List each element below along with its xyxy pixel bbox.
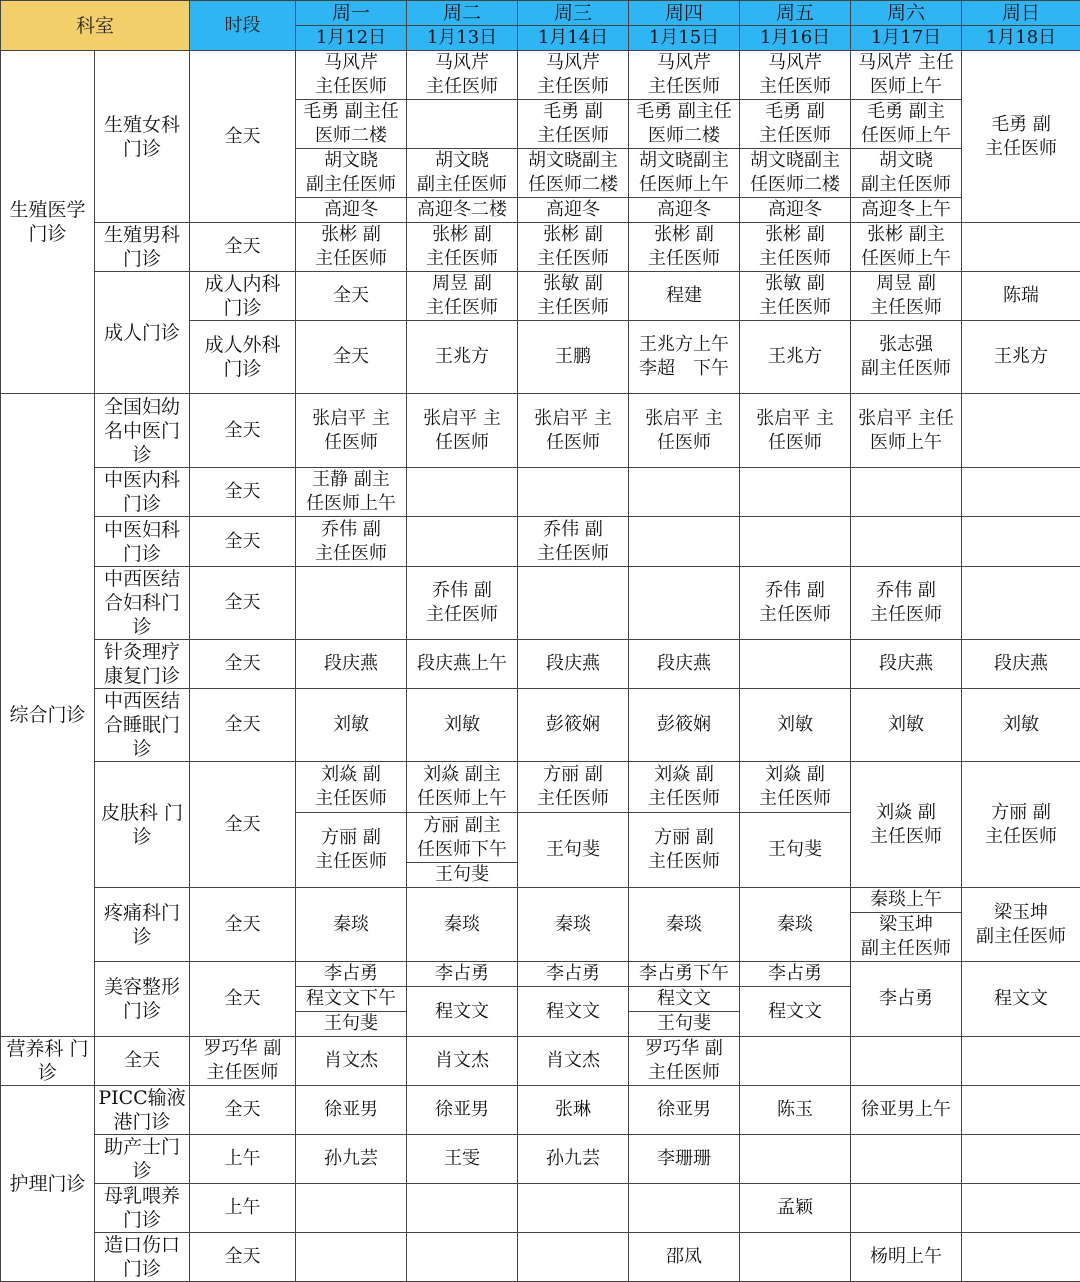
day-header: 周一: [296, 1, 407, 26]
schedule-cell: 王兆方: [740, 321, 851, 394]
schedule-cell: 秦琰: [740, 888, 851, 962]
schedule-cell: [740, 468, 851, 517]
schedule-cell: [962, 1086, 1080, 1135]
schedule-cell: 李占勇: [296, 962, 407, 987]
time-cell: 全天: [95, 1037, 190, 1086]
schedule-cell: 刘焱 副主 任医师上午: [407, 762, 518, 813]
dept-ostomy: 造口伤口 门诊: [95, 1233, 190, 1282]
time-cell: 全天: [190, 888, 296, 962]
schedule-cell: 秦琰上午: [851, 888, 962, 913]
schedule-cell: 程建: [629, 272, 740, 321]
schedule-cell: 毛勇 副 主任医师: [962, 51, 1080, 223]
time-cell: 全天: [190, 517, 296, 567]
schedule-cell: 张敏 副 主任医师: [518, 272, 629, 321]
time-cell: 全天: [190, 1086, 296, 1135]
schedule-cell: [407, 468, 518, 517]
time-cell: 全天: [190, 762, 296, 888]
dept-gyn-repro: 生殖女科 门诊: [95, 51, 190, 223]
schedule-cell: 秦琰: [407, 888, 518, 962]
schedule-cell: 胡文晓 副主任医师: [296, 149, 407, 198]
schedule-cell: [962, 394, 1080, 468]
schedule-cell: [518, 468, 629, 517]
schedule-cell: 周昱 副 主任医师: [407, 272, 518, 321]
date-header: 1月16日: [740, 26, 851, 51]
schedule-cell: 张彬 副 主任医师: [740, 223, 851, 272]
schedule-cell: 彭筱娴: [629, 689, 740, 762]
schedule-cell: 程文文: [518, 987, 629, 1037]
dept-tcm-famous: 全国妇幼 名中医门 诊: [95, 394, 190, 468]
schedule-cell: 乔伟 副 主任医师: [851, 567, 962, 640]
schedule-cell: 李占勇: [518, 962, 629, 987]
schedule-cell: 张启平 主 任医师: [518, 394, 629, 468]
schedule-cell: 罗巧华 副 主任医师: [629, 1037, 740, 1086]
schedule-cell: 程文文: [407, 987, 518, 1037]
dept-cosmetic: 美容整形 门诊: [95, 962, 190, 1037]
schedule-cell: 张琳: [518, 1086, 629, 1135]
day-header: 周二: [407, 1, 518, 26]
schedule-cell: 李占勇下午: [629, 962, 740, 987]
schedule-cell: 张启平 主 任医师: [407, 394, 518, 468]
schedule-cell: 程文文: [740, 987, 851, 1037]
schedule-cell: 孙九芸: [518, 1135, 629, 1184]
schedule-cell: 徐亚男: [296, 1086, 407, 1135]
date-header: 1月14日: [518, 26, 629, 51]
schedule-cell: 刘敏: [407, 689, 518, 762]
schedule-cell: 肖文杰: [407, 1037, 518, 1086]
schedule-cell: [407, 1233, 518, 1282]
schedule-cell: 秦琰: [518, 888, 629, 962]
schedule-cell: 高迎冬: [629, 198, 740, 223]
schedule-cell: 乔伟 副 主任医师: [407, 567, 518, 640]
schedule-cell: [518, 567, 629, 640]
schedule-cell: [962, 567, 1080, 640]
date-header: 1月13日: [407, 26, 518, 51]
schedule-cell: [962, 468, 1080, 517]
schedule-cell: 程文文下午: [296, 987, 407, 1012]
schedule-cell: 张启平 主 任医师: [740, 394, 851, 468]
dept-header: 科室: [1, 1, 190, 51]
dept-picc: PICC输液 港门诊: [95, 1086, 190, 1135]
schedule-cell: 刘敏: [962, 689, 1080, 762]
schedule-cell: [296, 1184, 407, 1233]
schedule-cell: 马风芹 主任医师: [296, 51, 407, 100]
schedule-cell: 毛勇 副 主任医师: [740, 100, 851, 149]
section-adult: 成人门诊: [95, 272, 190, 394]
schedule-cell: 梁玉坤 副主任医师: [851, 913, 962, 962]
schedule-cell: [851, 517, 962, 567]
schedule-cell: 程文文: [629, 987, 740, 1012]
schedule-cell: 高迎冬: [740, 198, 851, 223]
schedule-cell: 胡文晓 副主任医师: [851, 149, 962, 198]
schedule-cell: 刘焱 副 主任医师: [629, 762, 740, 813]
schedule-cell: 徐亚男上午: [851, 1086, 962, 1135]
time-cell: 全天: [190, 51, 296, 223]
schedule-cell: 马风芹 主任医师: [740, 51, 851, 100]
dept-acupuncture: 针灸理疗 康复门诊: [95, 640, 190, 689]
schedule-cell: 徐亚男: [629, 1086, 740, 1135]
dept-tcm-gyn: 中医妇科 门诊: [95, 517, 190, 567]
schedule-cell: 王兆方: [407, 321, 518, 394]
date-header: 1月15日: [629, 26, 740, 51]
schedule-cell: 刘敏: [740, 689, 851, 762]
schedule-cell: 乔伟 副 主任医师: [296, 517, 407, 567]
schedule-cell: [740, 1135, 851, 1184]
schedule-cell: [296, 567, 407, 640]
schedule-cell: 张彬 副 主任医师: [629, 223, 740, 272]
date-header: 1月12日: [296, 26, 407, 51]
time-cell: 全天: [190, 468, 296, 517]
section-nursing: 护理门诊: [1, 1086, 95, 1282]
schedule-cell: 高迎冬: [518, 198, 629, 223]
dept-midwife: 助产士门 诊: [95, 1135, 190, 1184]
schedule-cell: 王句斐: [407, 863, 518, 888]
schedule-cell: 王雯: [407, 1135, 518, 1184]
schedule-cell: 张启平 主 任医师: [629, 394, 740, 468]
schedule-cell: 段庆燕: [629, 640, 740, 689]
schedule-cell: [740, 640, 851, 689]
schedule-cell: 秦琰: [629, 888, 740, 962]
dept-nutrition: 营养科 门 诊: [1, 1037, 95, 1086]
schedule-cell: 徐亚男: [407, 1086, 518, 1135]
schedule-cell: [851, 1184, 962, 1233]
schedule-cell: 高迎冬: [296, 198, 407, 223]
schedule-cell: 毛勇 副主任 医师二楼: [629, 100, 740, 149]
schedule-cell: [407, 1184, 518, 1233]
schedule-cell: 胡文晓 副主任医师: [407, 149, 518, 198]
schedule-cell: 方丽 副 主任医师: [518, 762, 629, 813]
schedule-cell: 秦琰: [296, 888, 407, 962]
time-cell: 全天: [190, 394, 296, 468]
schedule-cell: [629, 517, 740, 567]
time-cell: 全天: [190, 1233, 296, 1282]
schedule-cell: [962, 1135, 1080, 1184]
schedule-cell: 王句斐: [629, 1012, 740, 1037]
date-header: 1月18日: [962, 26, 1080, 51]
day-header: 周四: [629, 1, 740, 26]
time-cell: 全天: [190, 567, 296, 640]
schedule-cell: 乔伟 副 主任医师: [518, 517, 629, 567]
schedule-cell: 梁玉坤 副主任医师: [962, 888, 1080, 962]
schedule-cell: [296, 1233, 407, 1282]
schedule-cell: [740, 1037, 851, 1086]
dept-integrated-sleep: 中西医结 合睡眠门 诊: [95, 689, 190, 762]
schedule-cell: 张启平 主任 医师上午: [851, 394, 962, 468]
schedule-cell: 王句斐: [740, 813, 851, 888]
schedule-cell: 段庆燕上午: [407, 640, 518, 689]
schedule-cell: [407, 517, 518, 567]
schedule-cell: [407, 100, 518, 149]
schedule-cell: 李占勇: [851, 962, 962, 1037]
day-header: 周日: [962, 1, 1080, 26]
schedule-cell: [962, 1233, 1080, 1282]
schedule-cell: 胡文晓副主 任医师二楼: [740, 149, 851, 198]
schedule-cell: 刘敏: [296, 689, 407, 762]
schedule-cell: 孟颖: [740, 1184, 851, 1233]
time-cell: 全天: [190, 640, 296, 689]
schedule-cell: 乔伟 副 主任医师: [740, 567, 851, 640]
schedule-cell: [851, 1037, 962, 1086]
dept-pain: 疼痛科门 诊: [95, 888, 190, 962]
schedule-cell: 王鹏: [518, 321, 629, 394]
schedule-cell: [962, 1184, 1080, 1233]
schedule-cell: 高迎冬上午: [851, 198, 962, 223]
schedule-cell: 杨明上午: [851, 1233, 962, 1282]
schedule-cell: 张启平 主 任医师: [296, 394, 407, 468]
schedule-cell: 张敏 副 主任医师: [740, 272, 851, 321]
schedule-cell: 张彬 副主 任医师上午: [851, 223, 962, 272]
schedule-cell: 刘焱 副 主任医师: [740, 762, 851, 813]
day-header: 周六: [851, 1, 962, 26]
schedule-cell: 王句斐: [518, 813, 629, 888]
schedule-cell: [518, 1184, 629, 1233]
schedule-cell: 张志强 副主任医师: [851, 321, 962, 394]
schedule-cell: 段庆燕: [962, 640, 1080, 689]
time-cell: 全天: [190, 962, 296, 1037]
section-general: 综合门诊: [1, 394, 95, 1037]
schedule-cell: 高迎冬二楼: [407, 198, 518, 223]
schedule-cell: 王句斐: [296, 1012, 407, 1037]
date-header: 1月17日: [851, 26, 962, 51]
schedule-cell: 段庆燕: [296, 640, 407, 689]
schedule-cell: 马风芹 主任 医师上午: [851, 51, 962, 100]
time-cell: 上午: [190, 1184, 296, 1233]
schedule-cell: 毛勇 副 主任医师: [518, 100, 629, 149]
schedule-cell: 刘敏: [851, 689, 962, 762]
schedule-cell: 李占勇: [740, 962, 851, 987]
schedule-cell: [629, 468, 740, 517]
schedule-cell: 王静 副主 任医师上午: [296, 468, 407, 517]
dept-adult-surgery: 成人外科 门诊: [190, 321, 296, 394]
schedule-cell: 方丽 副 主任医师: [296, 813, 407, 888]
schedule-cell: 段庆燕: [851, 640, 962, 689]
schedule-cell: 马风芹 主任医师: [518, 51, 629, 100]
schedule-cell: 马风芹 主任医师: [629, 51, 740, 100]
schedule-cell: [851, 1135, 962, 1184]
schedule-cell: 周昱 副 主任医师: [851, 272, 962, 321]
schedule-cell: 方丽 副 主任医师: [962, 762, 1080, 888]
schedule-cell: [740, 517, 851, 567]
schedule-cell: 胡文晓副主 任医师上午: [629, 149, 740, 198]
dept-breastfeeding: 母乳喂养 门诊: [95, 1184, 190, 1233]
schedule-cell: 李占勇: [407, 962, 518, 987]
dept-tcm-internal: 中医内科 门诊: [95, 468, 190, 517]
schedule-cell: [629, 567, 740, 640]
schedule-cell: 方丽 副主 任医师下午: [407, 813, 518, 863]
schedule-cell: 段庆燕: [518, 640, 629, 689]
schedule-cell: 孙九芸: [296, 1135, 407, 1184]
schedule-cell: [518, 1233, 629, 1282]
time-cell: 全天: [190, 689, 296, 762]
schedule-cell: [629, 1184, 740, 1233]
schedule-cell: 陈玉: [740, 1086, 851, 1135]
schedule-cell: 毛勇 副主任 医师二楼: [296, 100, 407, 149]
schedule-cell: 张彬 副 主任医师: [407, 223, 518, 272]
dept-adult-internal: 成人内科 门诊: [190, 272, 296, 321]
schedule-cell: [962, 223, 1080, 272]
schedule-cell: 程文文: [962, 962, 1080, 1037]
schedule-cell: [740, 1233, 851, 1282]
time-cell: 全天: [190, 223, 296, 272]
schedule-cell: 胡文晓副主 任医师二楼: [518, 149, 629, 198]
dept-male-repro: 生殖男科 门诊: [95, 223, 190, 272]
schedule-cell: 马风芹 主任医师: [407, 51, 518, 100]
schedule-cell: 张彬 副 主任医师: [518, 223, 629, 272]
schedule-cell: 肖文杰: [296, 1037, 407, 1086]
schedule-cell: 彭筱娴: [518, 689, 629, 762]
schedule-cell: 邵凤: [629, 1233, 740, 1282]
schedule-cell: 方丽 副 主任医师: [629, 813, 740, 888]
day-header: 周五: [740, 1, 851, 26]
time-cell: 全天: [296, 272, 407, 321]
time-header: 时段: [190, 1, 296, 51]
schedule-cell: 肖文杰: [518, 1037, 629, 1086]
schedule-cell: 罗巧华 副 主任医师: [190, 1037, 296, 1086]
schedule-cell: 陈瑞: [962, 272, 1080, 321]
day-header: 周三: [518, 1, 629, 26]
dept-dermatology: 皮肤科 门 诊: [95, 762, 190, 888]
schedule-cell: 张彬 副 主任医师: [296, 223, 407, 272]
time-cell: 全天: [296, 321, 407, 394]
dept-integrated-gyn: 中西医结 合妇科门 诊: [95, 567, 190, 640]
time-cell: 上午: [190, 1135, 296, 1184]
schedule-cell: 刘焱 副 主任医师: [296, 762, 407, 813]
schedule-cell: 王兆方: [962, 321, 1080, 394]
schedule-cell: 刘焱 副 主任医师: [851, 762, 962, 888]
schedule-cell: [962, 517, 1080, 567]
section-reproductive: 生殖医学 门诊: [1, 51, 95, 394]
schedule-cell: 王兆方上午 李超 下午: [629, 321, 740, 394]
schedule-cell: [851, 468, 962, 517]
schedule-cell: 李珊珊: [629, 1135, 740, 1184]
schedule-cell: 毛勇 副主 任医师上午: [851, 100, 962, 149]
